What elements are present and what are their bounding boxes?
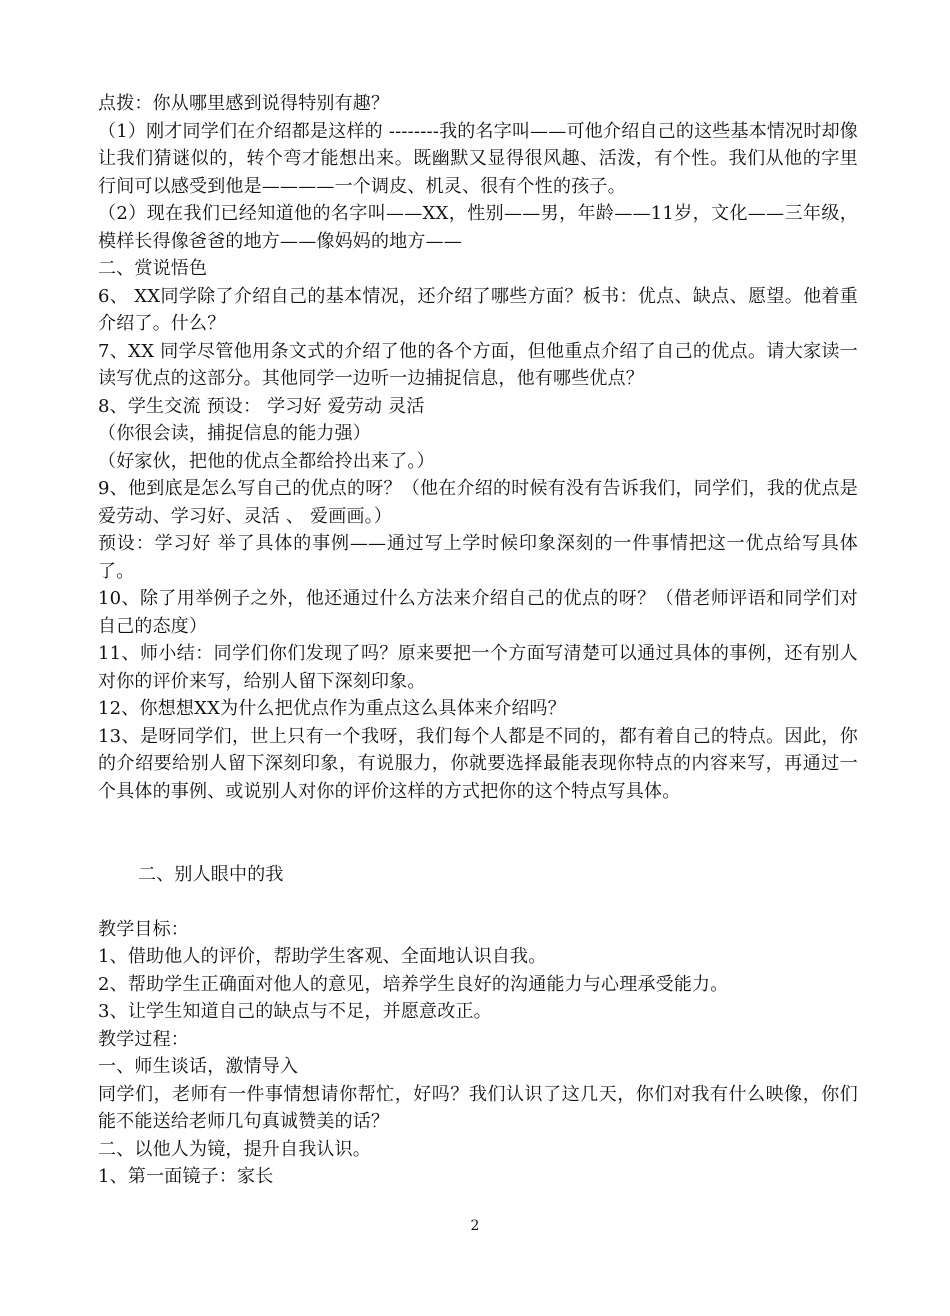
process-title: 教学过程：: [98, 1028, 189, 1050]
process-paragraph: 同学们，老师有一件事情想请你帮忙，好吗？我们认识了这几天，你们对我有什么映像，你们能不能送给老师几句真诚赞美的话？: [98, 1083, 858, 1132]
goal-item-1: 1、借助他人的评价，帮助学生客观、全面地认识自我。: [98, 946, 547, 967]
process-substep-1: 1、第一面镜子：家长: [98, 1166, 274, 1187]
page-number: 2: [470, 1218, 480, 1234]
paragraph-item-11: 11、师小结：同学们你们发现了吗？原来要把一个方面写清楚可以通过具体的事例，还有别人对你的评价来写，给别人留下深刻印象。: [98, 643, 858, 692]
paragraph-2: （2）现在我们已经知道他的名字叫——XX，性别——男，年龄——11岁，文化——三年级，模样长得像爸爸的地方——像妈妈的地方——: [98, 203, 858, 252]
process-step-1: 一、师生谈话，激情导入: [98, 1056, 299, 1077]
paragraph-item-6: 6、 XX同学除了介绍自己的基本情况，还介绍了哪些方面？板书：优点、缺点、愿望。他着重介绍了。什么？: [98, 285, 858, 334]
spacer: [98, 805, 858, 861]
goals-title: 教学目标：: [98, 918, 189, 940]
document-body: [98, 90, 858, 1191]
paragraph-item-7: 7、XX 同学尽管他用条文式的介绍了他的各个方面，但他重点介绍了自己的优点。请大家读一读写优点的这部分。其他同学一边听一边捕捉信息，他有哪些优点？: [98, 340, 858, 389]
paragraph-item-13: 13、是呀同学们，世上只有一个我呀，我们每个人都是不同的，都有着自己的特点。因此，你的介绍要给别人留下深刻印象，有说服力，你就要选择最能表现你特点的内容来写，再通过一个具体的事例、或说别人对你的评价这样的方式把你的这个特点写具体。: [98, 725, 858, 802]
process-step-2: 二、以他人为镜，提升自我认识。: [98, 1138, 371, 1160]
goal-item-3: 3、让学生知道自己的缺点与不足，并愿意改正。: [98, 1001, 492, 1022]
paragraph-item-8: 8、学生交流 预设： 学习好 爱劳动 灵活: [98, 395, 425, 417]
paragraph-1: （1）刚才同学们在介绍都是这样的 --------我的名字叫——可他介绍自己的这些基本情况时却像让我们猜谜似的，转个弯才能想出来。既幽默又显得很风趣、活泼，有个性。我们从他的字里行间可以感受到他是————一个调皮、机灵、很有个性的孩子。: [98, 120, 858, 197]
paragraph-comment-1: （你很会读，捕捉信息的能力强）: [98, 423, 371, 444]
goal-item-2: 2、帮助学生正确面对他人的意见，培养学生良好的沟通能力与心理承受能力。: [98, 973, 729, 995]
paragraph-hint: 点拨：你从哪里感到说得特别有趣？: [98, 93, 390, 114]
paragraph-preset: 预设：学习好 举了具体的事例——通过写上学时候印象深刻的一件事情把这一优点给写具体了。: [98, 533, 858, 582]
subheading-appreciate: 二、赏说悟色: [98, 258, 208, 279]
paragraph-item-12: 12、你想想XX为什么把优点作为重点这么具体来介绍吗？: [98, 698, 566, 719]
spacer: [98, 889, 858, 916]
paragraph-item-10: 10、除了用举例子之外，他还通过什么方法来介绍自己的优点的呀？（借老师评语和同学们对自己的态度）: [98, 588, 858, 637]
section-heading: 二、别人眼中的我: [138, 864, 284, 885]
paragraph-item-9: 9、他到底是怎么写自己的优点的呀？（他在介绍的时候有没有告诉我们，同学们，我的优点是爱劳动、学习好、灵活 、 爱画画。）: [98, 478, 858, 527]
paragraph-comment-2: （好家伙，把他的优点全都给拎出来了。）: [98, 450, 435, 472]
